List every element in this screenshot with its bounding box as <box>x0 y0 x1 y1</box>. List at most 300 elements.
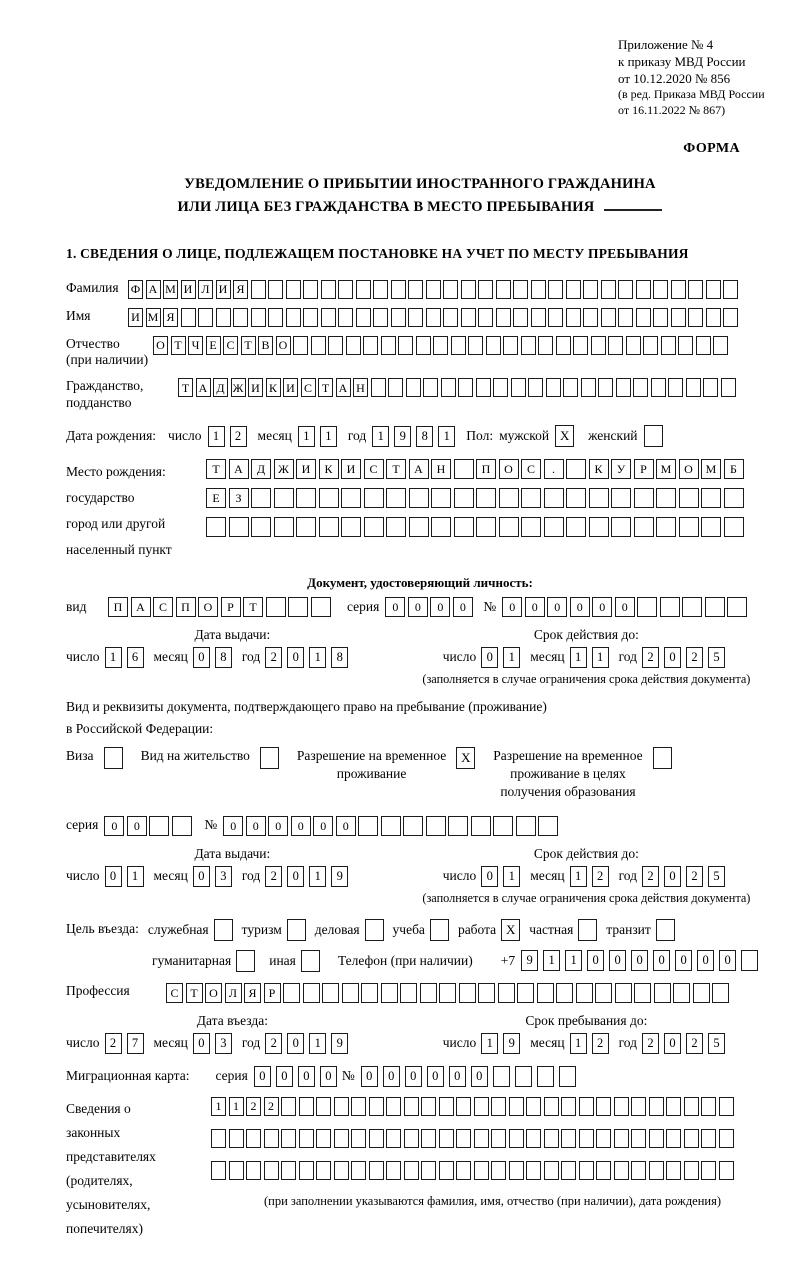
char-cell[interactable]: 1 <box>208 426 225 447</box>
char-cell[interactable] <box>296 517 316 537</box>
char-cell[interactable] <box>556 983 573 1003</box>
char-cell[interactable] <box>299 1129 314 1148</box>
char-cell[interactable]: 0 <box>547 597 567 617</box>
char-cell[interactable] <box>684 1129 699 1148</box>
char-cell[interactable] <box>404 1129 419 1148</box>
char-cell[interactable] <box>544 1097 559 1116</box>
char-cell[interactable]: П <box>108 597 128 617</box>
char-cell[interactable] <box>537 983 554 1003</box>
char-cell[interactable]: 9 <box>331 866 348 887</box>
char-cell[interactable] <box>719 1129 734 1148</box>
char-cell[interactable] <box>246 1129 261 1148</box>
char-cell[interactable] <box>381 336 396 355</box>
purpose-transit-checkbox[interactable] <box>656 919 675 941</box>
char-cell[interactable] <box>741 950 758 971</box>
char-cell[interactable] <box>321 308 336 327</box>
char-cell[interactable] <box>614 1097 629 1116</box>
char-cell[interactable]: С <box>166 983 183 1003</box>
char-cell[interactable] <box>474 1161 489 1180</box>
char-cell[interactable] <box>636 280 651 299</box>
char-cell[interactable]: 0 <box>385 597 405 617</box>
temp-residence-checkbox[interactable]: X <box>456 747 475 769</box>
char-cell[interactable]: А <box>131 597 151 617</box>
char-cell[interactable]: 0 <box>223 816 243 836</box>
char-cell[interactable]: М <box>701 459 721 479</box>
char-cell[interactable] <box>556 336 571 355</box>
char-cell[interactable] <box>476 488 496 508</box>
char-cell[interactable]: Л <box>198 280 213 299</box>
char-cell[interactable]: 0 <box>609 950 626 971</box>
char-cell[interactable] <box>311 597 331 617</box>
char-cell[interactable] <box>356 308 371 327</box>
char-cell[interactable]: 2 <box>592 1033 609 1054</box>
char-cell[interactable] <box>251 488 271 508</box>
char-cell[interactable] <box>281 1161 296 1180</box>
char-cell[interactable] <box>404 1097 419 1116</box>
char-cell[interactable]: 0 <box>193 1033 210 1054</box>
char-cell[interactable]: Я <box>163 308 178 327</box>
char-cell[interactable]: Ч <box>188 336 203 355</box>
char-cell[interactable] <box>471 816 491 836</box>
char-cell[interactable] <box>573 336 588 355</box>
char-cell[interactable]: 2 <box>265 647 282 668</box>
char-cell[interactable] <box>274 488 294 508</box>
char-cell[interactable] <box>421 1129 436 1148</box>
purpose-study-checkbox[interactable] <box>430 919 449 941</box>
char-cell[interactable]: 0 <box>298 1066 315 1087</box>
char-cell[interactable]: М <box>656 459 676 479</box>
char-cell[interactable]: С <box>301 378 316 397</box>
char-cell[interactable] <box>684 1161 699 1180</box>
char-cell[interactable] <box>373 308 388 327</box>
char-cell[interactable]: Ф <box>128 280 143 299</box>
char-cell[interactable] <box>268 308 283 327</box>
char-cell[interactable] <box>703 378 718 397</box>
char-cell[interactable] <box>679 517 699 537</box>
char-cell[interactable]: И <box>181 280 196 299</box>
char-cell[interactable]: 0 <box>313 816 333 836</box>
char-cell[interactable]: 2 <box>686 647 703 668</box>
char-cell[interactable]: 0 <box>481 647 498 668</box>
char-cell[interactable]: Я <box>244 983 261 1003</box>
char-cell[interactable]: 7 <box>127 1033 144 1054</box>
char-cell[interactable] <box>211 1161 226 1180</box>
char-cell[interactable] <box>316 1129 331 1148</box>
char-cell[interactable] <box>283 983 300 1003</box>
char-cell[interactable] <box>653 280 668 299</box>
char-cell[interactable] <box>724 488 744 508</box>
char-cell[interactable] <box>503 336 518 355</box>
char-cell[interactable] <box>544 1129 559 1148</box>
char-cell[interactable]: 1 <box>229 1097 244 1116</box>
char-cell[interactable]: 2 <box>246 1097 261 1116</box>
char-cell[interactable] <box>456 1161 471 1180</box>
char-cell[interactable] <box>696 336 711 355</box>
char-cell[interactable] <box>303 983 320 1003</box>
char-cell[interactable] <box>439 983 456 1003</box>
char-cell[interactable]: 2 <box>686 866 703 887</box>
char-cell[interactable] <box>544 488 564 508</box>
char-cell[interactable] <box>229 1129 244 1148</box>
char-cell[interactable]: 0 <box>268 816 288 836</box>
char-cell[interactable] <box>548 280 563 299</box>
char-cell[interactable] <box>719 1097 734 1116</box>
char-cell[interactable] <box>544 517 564 537</box>
char-cell[interactable] <box>386 1129 401 1148</box>
char-cell[interactable] <box>458 378 473 397</box>
char-cell[interactable] <box>615 983 632 1003</box>
char-cell[interactable] <box>319 517 339 537</box>
char-cell[interactable]: 3 <box>215 866 232 887</box>
char-cell[interactable] <box>303 308 318 327</box>
char-cell[interactable]: 0 <box>697 950 714 971</box>
char-cell[interactable] <box>614 1129 629 1148</box>
char-cell[interactable] <box>426 308 441 327</box>
char-cell[interactable] <box>509 1097 524 1116</box>
char-cell[interactable]: Д <box>213 378 228 397</box>
char-cell[interactable] <box>426 280 441 299</box>
char-cell[interactable] <box>666 1097 681 1116</box>
char-cell[interactable] <box>433 336 448 355</box>
char-cell[interactable] <box>299 1161 314 1180</box>
char-cell[interactable] <box>671 308 686 327</box>
char-cell[interactable]: 1 <box>127 866 144 887</box>
char-cell[interactable]: 0 <box>361 1066 378 1087</box>
char-cell[interactable] <box>264 1161 279 1180</box>
char-cell[interactable] <box>660 597 680 617</box>
char-cell[interactable]: 0 <box>336 816 356 836</box>
char-cell[interactable]: И <box>248 378 263 397</box>
char-cell[interactable] <box>286 280 301 299</box>
char-cell[interactable] <box>476 517 496 537</box>
char-cell[interactable] <box>705 597 725 617</box>
char-cell[interactable] <box>679 488 699 508</box>
char-cell[interactable] <box>499 517 519 537</box>
char-cell[interactable]: 9 <box>503 1033 520 1054</box>
char-cell[interactable]: 0 <box>525 597 545 617</box>
char-cell[interactable]: 0 <box>193 866 210 887</box>
char-cell[interactable]: Д <box>251 459 271 479</box>
char-cell[interactable] <box>478 308 493 327</box>
char-cell[interactable]: А <box>336 378 351 397</box>
purpose-humanitarian-checkbox[interactable] <box>236 950 255 972</box>
char-cell[interactable] <box>496 308 511 327</box>
char-cell[interactable]: 0 <box>104 816 124 836</box>
char-cell[interactable] <box>351 1161 366 1180</box>
char-cell[interactable] <box>595 983 612 1003</box>
char-cell[interactable]: Т <box>243 597 263 617</box>
char-cell[interactable]: . <box>544 459 564 479</box>
char-cell[interactable] <box>334 1129 349 1148</box>
char-cell[interactable]: О <box>153 336 168 355</box>
char-cell[interactable]: 0 <box>664 647 681 668</box>
char-cell[interactable]: 0 <box>405 1066 422 1087</box>
char-cell[interactable] <box>649 1161 664 1180</box>
char-cell[interactable]: М <box>146 308 161 327</box>
residence-permit-checkbox[interactable] <box>260 747 279 769</box>
char-cell[interactable] <box>601 308 616 327</box>
char-cell[interactable] <box>459 983 476 1003</box>
char-cell[interactable]: 0 <box>719 950 736 971</box>
char-cell[interactable] <box>724 517 744 537</box>
char-cell[interactable] <box>342 983 359 1003</box>
char-cell[interactable]: 2 <box>264 1097 279 1116</box>
char-cell[interactable]: О <box>499 459 519 479</box>
char-cell[interactable] <box>666 1129 681 1148</box>
char-cell[interactable]: 1 <box>481 1033 498 1054</box>
char-cell[interactable]: П <box>176 597 196 617</box>
char-cell[interactable] <box>601 280 616 299</box>
char-cell[interactable] <box>311 336 326 355</box>
char-cell[interactable] <box>408 308 423 327</box>
char-cell[interactable] <box>391 280 406 299</box>
char-cell[interactable] <box>561 1097 576 1116</box>
char-cell[interactable] <box>561 1161 576 1180</box>
char-cell[interactable]: 0 <box>449 1066 466 1087</box>
char-cell[interactable] <box>216 308 231 327</box>
char-cell[interactable] <box>528 378 543 397</box>
char-cell[interactable] <box>538 336 553 355</box>
char-cell[interactable] <box>493 1066 510 1087</box>
char-cell[interactable]: И <box>296 459 316 479</box>
char-cell[interactable]: 0 <box>471 1066 488 1087</box>
char-cell[interactable] <box>341 488 361 508</box>
char-cell[interactable] <box>626 336 641 355</box>
char-cell[interactable] <box>526 1129 541 1148</box>
char-cell[interactable] <box>251 517 271 537</box>
char-cell[interactable] <box>296 488 316 508</box>
char-cell[interactable] <box>591 336 606 355</box>
char-cell[interactable] <box>668 378 683 397</box>
char-cell[interactable] <box>420 983 437 1003</box>
char-cell[interactable] <box>498 983 515 1003</box>
char-cell[interactable] <box>416 336 431 355</box>
char-cell[interactable] <box>403 816 423 836</box>
char-cell[interactable]: И <box>216 280 231 299</box>
char-cell[interactable] <box>149 816 169 836</box>
char-cell[interactable] <box>373 280 388 299</box>
char-cell[interactable]: 5 <box>708 1033 725 1054</box>
char-cell[interactable]: 1 <box>105 647 122 668</box>
char-cell[interactable]: 0 <box>105 866 122 887</box>
char-cell[interactable] <box>281 1097 296 1116</box>
char-cell[interactable] <box>596 1097 611 1116</box>
char-cell[interactable] <box>713 336 728 355</box>
char-cell[interactable]: 1 <box>211 1097 226 1116</box>
char-cell[interactable] <box>251 308 266 327</box>
char-cell[interactable] <box>634 488 654 508</box>
char-cell[interactable] <box>316 1161 331 1180</box>
char-cell[interactable]: 0 <box>664 866 681 887</box>
char-cell[interactable] <box>526 1161 541 1180</box>
char-cell[interactable] <box>251 280 266 299</box>
char-cell[interactable]: А <box>196 378 211 397</box>
char-cell[interactable] <box>576 983 593 1003</box>
char-cell[interactable]: 1 <box>592 647 609 668</box>
char-cell[interactable] <box>198 308 213 327</box>
char-cell[interactable] <box>461 308 476 327</box>
char-cell[interactable]: 0 <box>287 866 304 887</box>
char-cell[interactable] <box>456 1097 471 1116</box>
char-cell[interactable]: 1 <box>543 950 560 971</box>
char-cell[interactable] <box>211 1129 226 1148</box>
char-cell[interactable]: 0 <box>570 597 590 617</box>
char-cell[interactable] <box>686 378 701 397</box>
char-cell[interactable]: 0 <box>587 950 604 971</box>
char-cell[interactable]: 9 <box>331 1033 348 1054</box>
char-cell[interactable]: А <box>146 280 161 299</box>
char-cell[interactable]: 2 <box>105 1033 122 1054</box>
char-cell[interactable]: О <box>679 459 699 479</box>
char-cell[interactable] <box>274 517 294 537</box>
char-cell[interactable]: 2 <box>265 866 282 887</box>
char-cell[interactable] <box>634 517 654 537</box>
char-cell[interactable] <box>723 308 738 327</box>
char-cell[interactable] <box>653 308 668 327</box>
char-cell[interactable]: С <box>153 597 173 617</box>
char-cell[interactable]: И <box>128 308 143 327</box>
char-cell[interactable] <box>651 378 666 397</box>
char-cell[interactable] <box>563 378 578 397</box>
char-cell[interactable]: 0 <box>592 597 612 617</box>
char-cell[interactable] <box>688 308 703 327</box>
char-cell[interactable]: Р <box>264 983 281 1003</box>
char-cell[interactable]: Я <box>233 280 248 299</box>
char-cell[interactable] <box>721 378 736 397</box>
char-cell[interactable] <box>538 816 558 836</box>
char-cell[interactable] <box>515 1066 532 1087</box>
char-cell[interactable]: П <box>476 459 496 479</box>
char-cell[interactable]: 0 <box>615 597 635 617</box>
char-cell[interactable] <box>172 816 192 836</box>
char-cell[interactable] <box>618 280 633 299</box>
char-cell[interactable] <box>426 816 446 836</box>
char-cell[interactable]: 2 <box>642 647 659 668</box>
char-cell[interactable] <box>521 488 541 508</box>
char-cell[interactable] <box>316 1097 331 1116</box>
char-cell[interactable] <box>491 1161 506 1180</box>
char-cell[interactable] <box>431 488 451 508</box>
char-cell[interactable] <box>589 517 609 537</box>
char-cell[interactable]: 0 <box>631 950 648 971</box>
char-cell[interactable] <box>400 983 417 1003</box>
char-cell[interactable] <box>346 336 361 355</box>
char-cell[interactable] <box>474 1129 489 1148</box>
char-cell[interactable] <box>579 1161 594 1180</box>
char-cell[interactable]: Ж <box>231 378 246 397</box>
char-cell[interactable]: Б <box>724 459 744 479</box>
char-cell[interactable] <box>701 1097 716 1116</box>
char-cell[interactable]: 1 <box>503 866 520 887</box>
char-cell[interactable] <box>671 280 686 299</box>
char-cell[interactable] <box>391 308 406 327</box>
char-cell[interactable]: 0 <box>383 1066 400 1087</box>
char-cell[interactable] <box>633 378 648 397</box>
char-cell[interactable] <box>439 1161 454 1180</box>
char-cell[interactable] <box>719 1161 734 1180</box>
purpose-other-checkbox[interactable] <box>301 950 320 972</box>
char-cell[interactable] <box>406 378 421 397</box>
char-cell[interactable] <box>478 983 495 1003</box>
char-cell[interactable] <box>338 280 353 299</box>
char-cell[interactable] <box>531 308 546 327</box>
char-cell[interactable] <box>454 517 474 537</box>
purpose-work-checkbox[interactable]: X <box>501 919 520 941</box>
char-cell[interactable]: 0 <box>127 816 147 836</box>
char-cell[interactable] <box>544 1161 559 1180</box>
char-cell[interactable] <box>461 280 476 299</box>
char-cell[interactable] <box>398 336 413 355</box>
char-cell[interactable] <box>421 1161 436 1180</box>
char-cell[interactable] <box>631 1129 646 1148</box>
char-cell[interactable]: 1 <box>372 426 389 447</box>
char-cell[interactable]: Т <box>186 983 203 1003</box>
char-cell[interactable] <box>441 378 456 397</box>
char-cell[interactable] <box>456 1129 471 1148</box>
char-cell[interactable] <box>369 1097 384 1116</box>
char-cell[interactable] <box>369 1129 384 1148</box>
char-cell[interactable] <box>423 378 438 397</box>
char-cell[interactable] <box>643 336 658 355</box>
char-cell[interactable]: Т <box>171 336 186 355</box>
char-cell[interactable]: Л <box>225 983 242 1003</box>
char-cell[interactable]: Ж <box>274 459 294 479</box>
char-cell[interactable] <box>334 1097 349 1116</box>
char-cell[interactable] <box>723 280 738 299</box>
char-cell[interactable] <box>351 1129 366 1148</box>
char-cell[interactable] <box>486 336 501 355</box>
char-cell[interactable]: 0 <box>453 597 473 617</box>
char-cell[interactable] <box>631 1097 646 1116</box>
char-cell[interactable] <box>451 336 466 355</box>
char-cell[interactable]: Р <box>634 459 654 479</box>
char-cell[interactable] <box>561 1129 576 1148</box>
char-cell[interactable]: 0 <box>427 1066 444 1087</box>
char-cell[interactable] <box>706 308 721 327</box>
char-cell[interactable] <box>673 983 690 1003</box>
char-cell[interactable] <box>566 308 581 327</box>
char-cell[interactable]: Е <box>206 336 221 355</box>
char-cell[interactable]: К <box>266 378 281 397</box>
char-cell[interactable] <box>566 488 586 508</box>
char-cell[interactable]: 8 <box>416 426 433 447</box>
char-cell[interactable]: 0 <box>430 597 450 617</box>
char-cell[interactable]: 2 <box>230 426 247 447</box>
char-cell[interactable]: 1 <box>565 950 582 971</box>
char-cell[interactable] <box>491 1097 506 1116</box>
char-cell[interactable]: 2 <box>642 866 659 887</box>
char-cell[interactable] <box>341 517 361 537</box>
char-cell[interactable] <box>478 280 493 299</box>
char-cell[interactable]: С <box>521 459 541 479</box>
char-cell[interactable] <box>631 1161 646 1180</box>
char-cell[interactable]: 8 <box>331 647 348 668</box>
char-cell[interactable] <box>229 517 249 537</box>
char-cell[interactable]: 5 <box>708 647 725 668</box>
char-cell[interactable] <box>386 488 406 508</box>
char-cell[interactable] <box>513 280 528 299</box>
char-cell[interactable]: 2 <box>642 1033 659 1054</box>
char-cell[interactable]: 1 <box>298 426 315 447</box>
char-cell[interactable] <box>264 1129 279 1148</box>
char-cell[interactable]: 3 <box>215 1033 232 1054</box>
char-cell[interactable] <box>566 459 586 479</box>
char-cell[interactable] <box>649 1097 664 1116</box>
char-cell[interactable] <box>566 280 581 299</box>
char-cell[interactable] <box>371 378 386 397</box>
char-cell[interactable] <box>509 1161 524 1180</box>
char-cell[interactable] <box>281 1129 296 1148</box>
